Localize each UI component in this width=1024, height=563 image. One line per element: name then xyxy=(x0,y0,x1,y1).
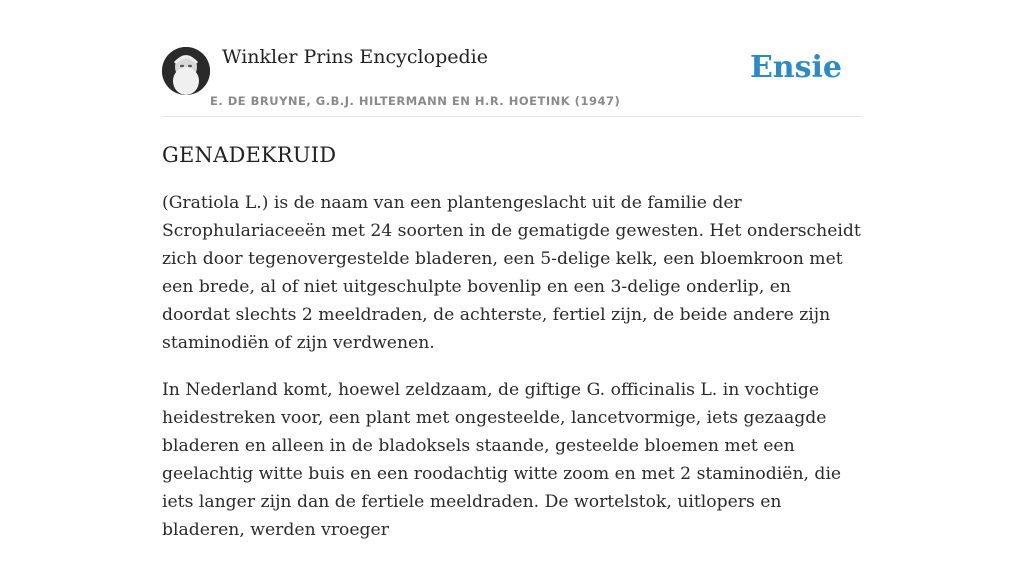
entry-title: GENADEKRUID xyxy=(162,143,337,167)
publication-authors: E. DE BRUYNE, G.B.J. HILTERMANN EN H.R. HOETINK (1947) xyxy=(210,94,621,108)
article-paragraph: (Gratiola L.) is de naam van een plantengeslacht uit de familie der Scrophulariaceeën met 24 soorten in de gematigde gewesten. Het onderscheidt zich door tegenovergestelde bladeren, een 5-delige kelk, een bloemkroon met een brede, al of niet uitgeschulpte bovenlip en een 3-delige onderlip, en doordat slechts 2 meeldraden, de achterste, fertiel zijn, de beide andere zijn staminodiën of zijn verdwenen. xyxy=(162,193,861,353)
portrait-image-icon xyxy=(162,47,210,95)
publication-title[interactable]: Winkler Prins Encyclopedie xyxy=(222,46,488,68)
page-container xyxy=(162,0,862,563)
article-paragraph: In Nederland komt, hoewel zeldzaam, de giftige G. officinalis L. in vochtige heidestreken voor, een plant met ongesteelde, lancetvormige, iets gezaagde bladeren en alleen in de bladoksels staande, gesteelde bloemen met een geelachtig witte buis en een roodachtig witte zoom en met 2 staminodiën, die iets langer zijn dan de fertiele meeldraden. De wortelstok, uitlopers en bladeren, werden vroeger xyxy=(162,380,842,540)
article-body xyxy=(162,189,862,544)
ensie-logo[interactable]: Ensie xyxy=(749,50,842,85)
author-portrait-avatar[interactable] xyxy=(162,47,210,95)
publication-header xyxy=(162,0,862,117)
